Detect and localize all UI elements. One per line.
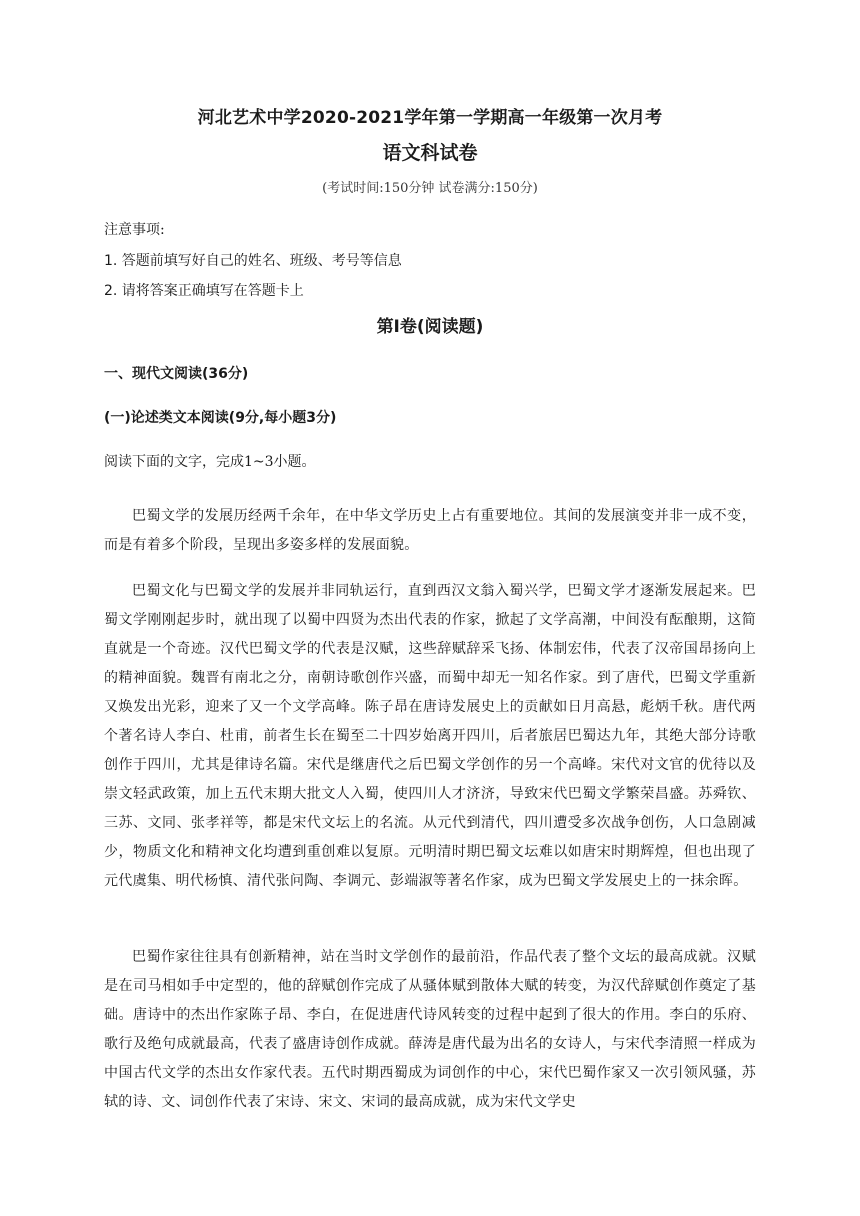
part-title: 第Ⅰ卷(阅读题) — [376, 317, 484, 337]
notes-heading: 注意事项: — [104, 222, 165, 238]
passage-paragraph: 巴蜀文化与巴蜀文学的发展并非同轨运行，直到西汉文翁入蜀兴学，巴蜀文学才逐渐发展起来。巴蜀文学刚刚起步时，就出现了以蜀中四贤为杰出代表的作家，掀起了文学高潮，中间没有酝酿期，这简直就是一个奇迹。汉代巴蜀文学的代表是汉赋，这些辞赋辞采飞扬、体制宏伟，代表了汉帝国昂扬向上的精神面貌。魏晋有南北之分，南朝诗歌创作兴盛，而蜀中却无一知名作家。到了唐代，巴蜀文学重新又焕发出光彩，迎来了又一个文学高峰。陈子昂在唐诗发展史上的贡献如日月高悬，彪炳千秋。唐代两个著名诗人李白、杜甫，前者生长在蜀至二十四岁始离开四川，后者旅居巴蜀达九年，其绝大部分诗歌创作于四川，尤其是律诗名篇。宋代是继唐代之后巴蜀文学创作的另一个高峰。宋代对文官的优待以及崇文轻武政策，加上五代末期大批文人入蜀，使四川人才济济，导致宋代巴蜀文学繁荣昌盛。苏舜钦、三苏、文同、张孝祥等，都是宋代文坛上的名流。从元代到清代，四川遭受多次战争创伤，人口急剧减少，物质文化和精神文化均遭到重创难以复原。元明清时期巴蜀文坛难以如唐宋时期辉煌，但也出现了元代虞集、明代杨慎、清代张问陶、李调元、彭端淑等著名作家，成为巴蜀文学发展史上的一抹余晖。 — [104, 583, 756, 889]
section-heading: 一、现代文阅读(36分) — [104, 366, 249, 382]
passage-paragraph: 巴蜀文学的发展历经两千余年，在中华文学历史上占有重要地位。其间的发展演变并非一成不变，而是有着多个阶段，呈现出多姿多样的发展面貌。 — [104, 508, 756, 553]
exam-info: (考试时间:150分钟 试卷满分:150分) — [322, 181, 538, 196]
note-item: 2. 请将答案正确填写在答题卡上 — [104, 283, 304, 299]
passage-paragraph: 巴蜀作家往往具有创新精神，站在当时文学创作的最前沿，作品代表了整个文坛的最高成就。汉赋是在司马相如手中定型的，他的辞赋创作完成了从骚体赋到散体大赋的转变，为汉代辞赋创作奠定了基础。唐诗中的杰出作家陈子昂、李白，在促进唐代诗风转变的过程中起到了很大的作用。李白的乐府、歌行及绝句成就最高，代表了盛唐诗创作成就。薛涛是唐代最为出名的女诗人，与宋代李清照一样成为中国古代文学的杰出女作家代表。五代时期西蜀成为词创作的中心，宋代巴蜀作家又一次引领风骚，苏轼的诗、文、词创作代表了宋诗、宋文、宋词的最高成就，成为宋代文学史 — [104, 949, 756, 1110]
exam-title: 河北艺术中学2020-2021学年第一学期高一年级第一次月考 — [197, 108, 663, 128]
note-item: 1. 答题前填写好自己的姓名、班级、考号等信息 — [104, 253, 402, 269]
subject-title: 语文科试卷 — [382, 142, 478, 164]
reading-instruction: 阅读下面的文字，完成1~3小题。 — [104, 454, 316, 470]
subsection-heading: (一)论述类文本阅读(9分,每小题3分) — [104, 410, 337, 426]
